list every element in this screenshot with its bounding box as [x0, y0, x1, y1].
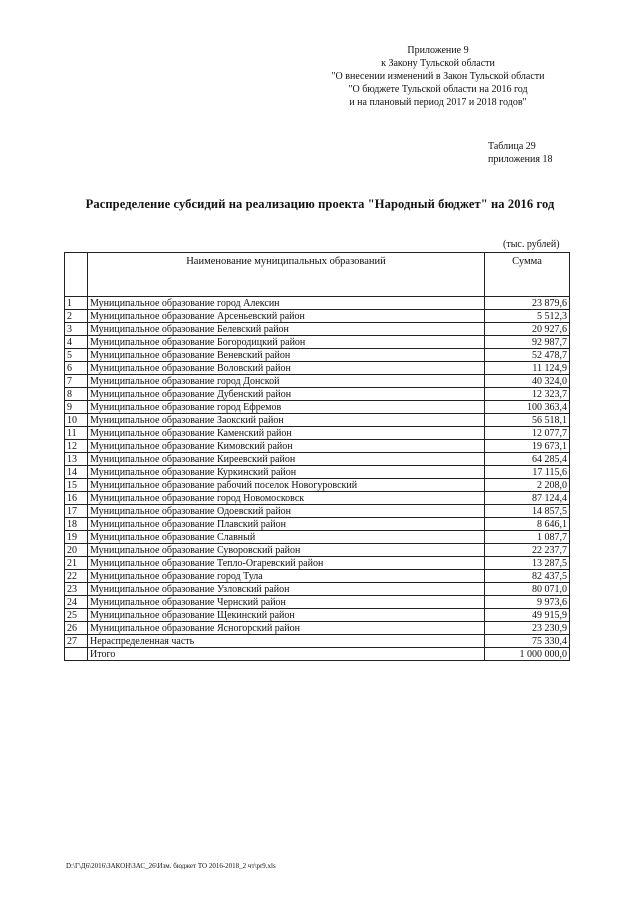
row-sum: 11 124,9	[485, 362, 570, 375]
row-sum: 52 478,7	[485, 349, 570, 362]
row-name: Муниципальное образование Суворовский район	[88, 544, 485, 557]
document-title: Распределение субсидий на реализацию проекта "Народный бюджет" на 2016 год	[85, 197, 555, 211]
row-number: 4	[65, 336, 88, 349]
table-row	[65, 388, 570, 401]
table-row	[65, 544, 570, 557]
row-sum: 12 077,7	[485, 427, 570, 440]
row-sum: 13 287,5	[485, 557, 570, 570]
row-sum: 80 071,0	[485, 583, 570, 596]
appendix-header	[308, 44, 568, 109]
row-name: Муниципальное образование Заокский район	[88, 414, 485, 427]
table-row	[65, 531, 570, 544]
row-number: 6	[65, 362, 88, 375]
row-sum: 22 237,7	[485, 544, 570, 557]
table-row	[65, 297, 570, 310]
row-name: Муниципальное образование Узловский район	[88, 583, 485, 596]
row-number: 26	[65, 622, 88, 635]
table-ref-line: Таблица 29	[488, 141, 536, 152]
table-row	[65, 583, 570, 596]
table-row	[65, 323, 570, 336]
row-number: 20	[65, 544, 88, 557]
row-sum: 17 115,6	[485, 466, 570, 479]
appendix-line: к Закону Тульской области	[381, 58, 495, 69]
total-label: Итого	[88, 648, 485, 661]
table-row	[65, 635, 570, 648]
row-name: Муниципальное образование город Ефремов	[88, 401, 485, 414]
appendix-line: "О внесении изменений в Закон Тульской области	[331, 71, 545, 82]
row-sum: 75 330,4	[485, 635, 570, 648]
table-row	[65, 375, 570, 388]
row-name: Муниципальное образование Кимовский район	[88, 440, 485, 453]
table-row	[65, 414, 570, 427]
row-sum: 49 915,9	[485, 609, 570, 622]
table-row	[65, 609, 570, 622]
row-number: 21	[65, 557, 88, 570]
row-sum: 5 512,3	[485, 310, 570, 323]
row-sum: 9 973,6	[485, 596, 570, 609]
table-row	[65, 427, 570, 440]
appendix-line: и на плановый период 2017 и 2018 годов"	[349, 97, 527, 108]
row-sum: 92 987,7	[485, 336, 570, 349]
table-row	[65, 466, 570, 479]
row-name: Муниципальное образование Арсеньевский район	[88, 310, 485, 323]
row-number: 27	[65, 635, 88, 648]
row-number: 24	[65, 596, 88, 609]
row-name: Муниципальное образование Ясногорский район	[88, 622, 485, 635]
row-name: Муниципальное образование Тепло-Огаревский район	[88, 557, 485, 570]
table-row	[65, 622, 570, 635]
row-number: 10	[65, 414, 88, 427]
subsidy-table	[64, 252, 570, 661]
row-name: Муниципальное образование Киреевский район	[88, 453, 485, 466]
row-name: Муниципальное образование Дубенский район	[88, 388, 485, 401]
header-sum: Сумма	[485, 253, 570, 297]
row-number: 22	[65, 570, 88, 583]
table-row	[65, 362, 570, 375]
row-name: Муниципальное образование город Новомосковск	[88, 492, 485, 505]
table-row	[65, 505, 570, 518]
table-row	[65, 440, 570, 453]
row-name: Муниципальное образование Веневский район	[88, 349, 485, 362]
row-number: 19	[65, 531, 88, 544]
appendix-line: Приложение 9	[407, 45, 469, 56]
row-number: 25	[65, 609, 88, 622]
row-number: 1	[65, 297, 88, 310]
row-sum: 100 363,4	[485, 401, 570, 414]
table-row	[65, 349, 570, 362]
table-row	[65, 570, 570, 583]
table-row	[65, 453, 570, 466]
row-sum: 20 927,6	[485, 323, 570, 336]
row-sum: 87 124,4	[485, 492, 570, 505]
table-row	[65, 310, 570, 323]
table-row	[65, 401, 570, 414]
row-number: 9	[65, 401, 88, 414]
row-name: Муниципальное образование Плавский район	[88, 518, 485, 531]
table-header-row	[65, 253, 570, 297]
units-label: (тыс. рублей)	[503, 239, 560, 250]
row-sum: 1 087,7	[485, 531, 570, 544]
row-name: Муниципальное образование Богородицкий район	[88, 336, 485, 349]
total-number	[65, 648, 88, 661]
row-name: Муниципальное образование Куркинский район	[88, 466, 485, 479]
table-body	[65, 297, 570, 661]
row-sum: 8 646,1	[485, 518, 570, 531]
row-number: 13	[65, 453, 88, 466]
row-sum: 14 857,5	[485, 505, 570, 518]
total-row	[65, 648, 570, 661]
row-name: Муниципальное образование Белевский район	[88, 323, 485, 336]
row-name: Муниципальное образование город Донской	[88, 375, 485, 388]
row-sum: 2 208,0	[485, 479, 570, 492]
row-name: Муниципальное образование Воловский район	[88, 362, 485, 375]
table-row	[65, 557, 570, 570]
row-number: 7	[65, 375, 88, 388]
row-number: 11	[65, 427, 88, 440]
table-row	[65, 518, 570, 531]
appendix-line: "О бюджете Тульской области на 2016 год	[348, 84, 528, 95]
total-sum: 1 000 000,0	[485, 648, 570, 661]
row-name: Муниципальное образование Чернский район	[88, 596, 485, 609]
header-name: Наименование муниципальных образований	[88, 253, 485, 297]
row-sum: 56 518,1	[485, 414, 570, 427]
table-reference	[488, 140, 552, 166]
row-name: Муниципальное образование город Тула	[88, 570, 485, 583]
row-number: 17	[65, 505, 88, 518]
row-sum: 19 673,1	[485, 440, 570, 453]
row-sum: 23 230,9	[485, 622, 570, 635]
row-sum: 12 323,7	[485, 388, 570, 401]
row-number: 5	[65, 349, 88, 362]
row-number: 18	[65, 518, 88, 531]
header-num	[65, 253, 88, 297]
row-number: 12	[65, 440, 88, 453]
row-sum: 64 285,4	[485, 453, 570, 466]
table-row	[65, 479, 570, 492]
row-sum: 40 324,0	[485, 375, 570, 388]
row-number: 15	[65, 479, 88, 492]
row-number: 16	[65, 492, 88, 505]
row-name: Муниципальное образование рабочий поселок Новогуровский	[88, 479, 485, 492]
table-ref-line: приложения 18	[488, 154, 553, 165]
row-name: Муниципальное образование Славный	[88, 531, 485, 544]
table-row	[65, 596, 570, 609]
file-path-footer: D:\Г\Д6\2016\ЗАКОН\ЗАС_26\Изм. бюджет ТО 2016-2018_2 чт\pr9.xls	[66, 862, 276, 870]
table-row	[65, 492, 570, 505]
row-number: 14	[65, 466, 88, 479]
row-sum: 82 437,5	[485, 570, 570, 583]
row-name: Муниципальное образование Щекинский район	[88, 609, 485, 622]
row-name: Муниципальное образование Каменский район	[88, 427, 485, 440]
row-number: 8	[65, 388, 88, 401]
row-name: Нераспределенная часть	[88, 635, 485, 648]
row-name: Муниципальное образование Одоевский район	[88, 505, 485, 518]
row-number: 2	[65, 310, 88, 323]
table-row	[65, 336, 570, 349]
row-name: Муниципальное образование город Алексин	[88, 297, 485, 310]
row-number: 23	[65, 583, 88, 596]
row-number: 3	[65, 323, 88, 336]
row-sum: 23 879,6	[485, 297, 570, 310]
